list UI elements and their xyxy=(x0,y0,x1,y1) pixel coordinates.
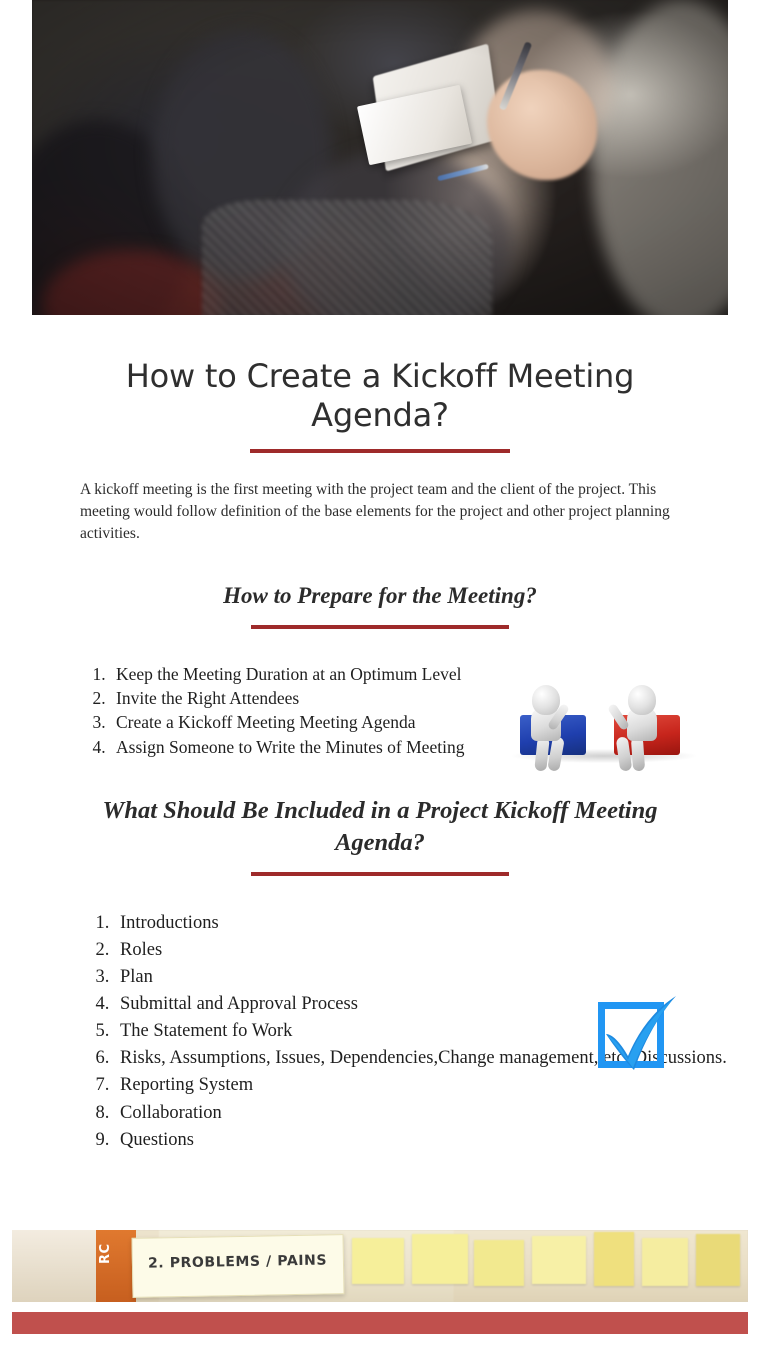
list-item: 4. Submittal and Approval Process xyxy=(114,991,728,1017)
figure-head xyxy=(532,685,560,715)
figure-head xyxy=(628,685,656,715)
list-item: 6. Risks, Assumptions, Issues, Dependencies,Change management, etc. Discussions. xyxy=(114,1045,728,1071)
list-item: 7. Reporting System xyxy=(114,1072,728,1098)
list-item: 1. Keep the Meeting Duration at an Optimum Level xyxy=(110,663,728,686)
sticky-note xyxy=(474,1240,524,1286)
sticky-note xyxy=(532,1236,586,1284)
section-2-heading: What Should Be Included in a Project Kickoff Meeting Agenda? xyxy=(102,797,658,856)
orange-tab xyxy=(96,1230,136,1302)
check-icon xyxy=(592,990,688,1082)
list-item: 2. Invite the Right Attendees xyxy=(110,687,728,710)
list-item: 2. Roles xyxy=(114,937,728,963)
checkmark-illustration xyxy=(590,992,686,1084)
footer-spacer xyxy=(0,1302,760,1312)
sticky-note xyxy=(412,1234,468,1284)
section-1-underline-rule xyxy=(251,625,509,629)
footer-accent-bar xyxy=(12,1312,748,1334)
title-underline-rule xyxy=(250,449,510,453)
sticky-note xyxy=(642,1238,688,1286)
section-2-list-block xyxy=(32,910,728,1153)
figure-leg xyxy=(631,736,645,771)
footer-photo xyxy=(12,1230,748,1302)
list-item: 3. Create a Kickoff Meeting Meeting Agenda xyxy=(110,711,728,734)
hero-vignette xyxy=(32,0,728,315)
intro-paragraph: A kickoff meeting is the first meeting with the project team and the client of the project. This meeting would follow definition of the base elements for the project and other project planning activities. xyxy=(80,481,670,543)
list-item: 9. Questions xyxy=(114,1127,728,1153)
section-1-heading: How to Prepare for the Meeting? xyxy=(223,583,537,609)
section-2-underline-rule xyxy=(251,872,509,876)
footer-bottom-margin xyxy=(0,1334,760,1352)
list-item: 8. Collaboration xyxy=(114,1100,728,1126)
page-title: How to Create a Kickoff Meeting Agenda? xyxy=(125,357,635,435)
section-1-list-block xyxy=(32,663,728,760)
document-body xyxy=(32,315,728,1154)
footer-photo-left-panel xyxy=(12,1230,96,1302)
hero-photo xyxy=(32,0,728,315)
sticky-note xyxy=(696,1234,740,1286)
list-item: 4. Assign Someone to Write the Minutes of Meeting xyxy=(110,736,728,759)
footer-note-label: 2. PROBLEMS / PAINS xyxy=(147,1252,328,1272)
list-item: 5. The Statement fo Work xyxy=(114,1018,728,1044)
list-item: 1. Introductions xyxy=(114,910,728,936)
sticky-note xyxy=(352,1238,404,1284)
footer-tab-label: RC xyxy=(98,1243,113,1264)
two-3d-figures-illustration xyxy=(502,649,706,777)
list-item: 3. Plan xyxy=(114,964,728,990)
left-margin xyxy=(0,0,32,1352)
right-margin xyxy=(728,0,760,1352)
sticky-note xyxy=(594,1232,634,1286)
